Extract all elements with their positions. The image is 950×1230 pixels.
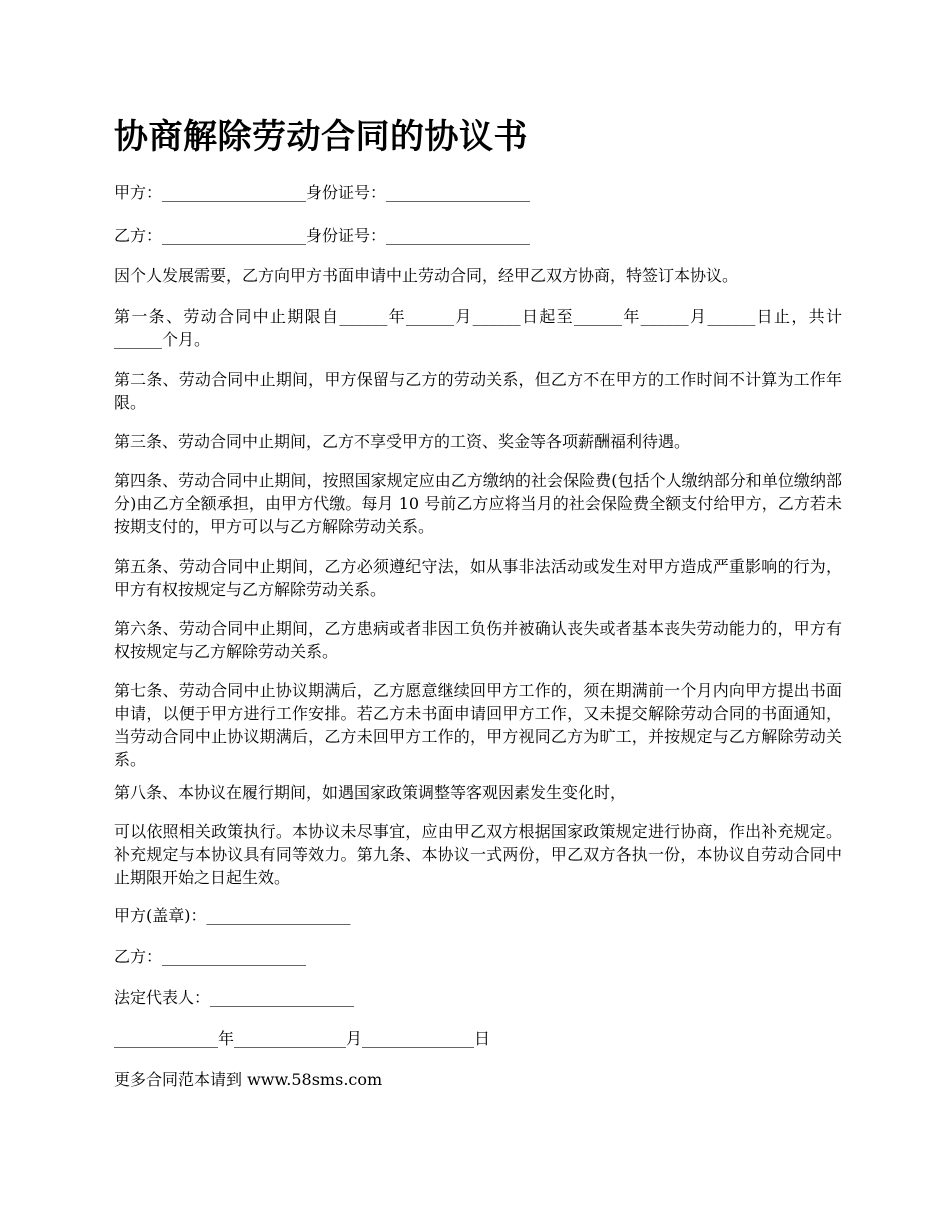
sign-party-b: 乙方：__________________ (114, 947, 307, 966)
article-4: 第四条、劳动合同中止期间，按照国家规定应由乙方缴纳的社会保险费(包括个人缴纳部分和单位缴纳部分)由乙方全额承担，由甲方代缴。每月 10 号前乙方应将当月的社会保险费全额支付给甲方，乙方若未按期支付的，甲方可以与乙方解除劳动关系。 (114, 471, 842, 536)
article-8: 第八条、本协议在履行期间，如遇国家政策调整等客观因素发生变化时， (114, 783, 627, 802)
footer-link-text: 更多合同范本请到 www.58sms.com (114, 1070, 383, 1089)
date-line: _____________年______________月______________日 (114, 1029, 491, 1048)
document-title: 协商解除劳动合同的协议书 (114, 117, 528, 157)
party-b-line: 乙方：__________________身份证号：__________________ (114, 226, 531, 245)
article-6: 第六条、劳动合同中止期间，乙方患病或者非因工负伤并被确认丧失或者基本丧失劳动能力的，甲方有权按规定与乙方解除劳动关系。 (114, 619, 842, 661)
party-a-line: 甲方：__________________身份证号：__________________ (114, 183, 531, 202)
continuation-paragraph: 可以依照相关政策执行。本协议未尽事宜，应由甲乙双方根据国家政策规定进行协商，作出补充规定。补充规定与本协议具有同等效力。第九条、本协议一式两份，甲乙双方各执一份，本协议自劳动合同中止期限开始之日起生效。 (114, 822, 842, 887)
article-1: 第一条、劳动合同中止期限自______年______月______日起至______年______月______日止，共计______个月。 (114, 307, 842, 349)
article-7: 第七条、劳动合同中止协议期满后，乙方愿意继续回甲方工作的，须在期满前一个月内向甲方提出书面申请，以便于甲方进行工作安排。若乙方未书面申请回甲方工作，又未提交解除劳动合同的书面通知，当劳动合同中止协议期满后，乙方未回甲方工作的，甲方视同乙方为旷工，并按规定与乙方解除劳动关系。 (114, 681, 842, 769)
intro-paragraph: 因个人发展需要，乙方向甲方书面申请中止劳动合同，经甲乙双方协商，特签订本协议。 (114, 266, 739, 285)
article-5: 第五条、劳动合同中止期间，乙方必须遵纪守法，如从事非法活动或发生对甲方造成严重影响的行为，甲方有权按规定与乙方解除劳动关系。 (114, 557, 842, 599)
article-3: 第三条、劳动合同中止期间，乙方不享受甲方的工资、奖金等各项薪酬福利待遇。 (114, 432, 691, 451)
sign-party-a: 甲方(盖章)：__________________ (114, 906, 351, 925)
sign-legal-rep: 法定代表人：__________________ (114, 988, 355, 1007)
article-2: 第二条、劳动合同中止期间，甲方保留与乙方的劳动关系，但乙方不在甲方的工作时间不计算为工作年限。 (114, 370, 842, 412)
